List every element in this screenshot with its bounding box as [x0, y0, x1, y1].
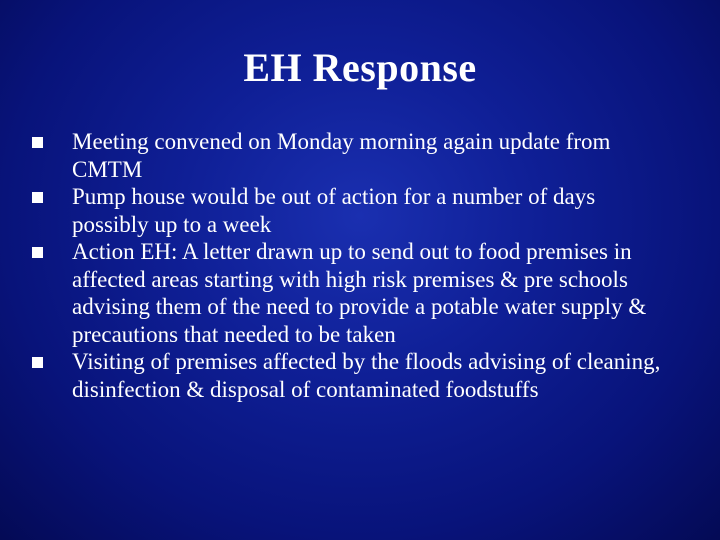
square-bullet-icon: [32, 247, 43, 258]
square-bullet-icon: [32, 357, 43, 368]
bullet-list: [52, 128, 662, 403]
square-bullet-icon: [32, 137, 43, 148]
bullet-item: [52, 238, 662, 348]
square-bullet-icon: [32, 192, 43, 203]
bullet-text: Visiting of premises affected by the floods advising of cleaning, disinfection & disposal of contaminated foodstuffs: [72, 349, 661, 402]
bullet-item: [52, 183, 662, 238]
bullet-text: Pump house would be out of action for a number of days possibly up to a week: [72, 184, 596, 237]
bullet-text: Meeting convened on Monday morning again update from CMTM: [72, 129, 611, 182]
bullet-text: Action EH: A letter drawn up to send out to food premises in affected areas starting with high risk premises & pre schools advising them of the need to provide a potable water supply & precautions that needed to be taken: [72, 239, 647, 347]
bullet-item: [52, 128, 662, 183]
bullet-item: [52, 348, 662, 403]
slide-title: EH Response: [243, 45, 477, 90]
